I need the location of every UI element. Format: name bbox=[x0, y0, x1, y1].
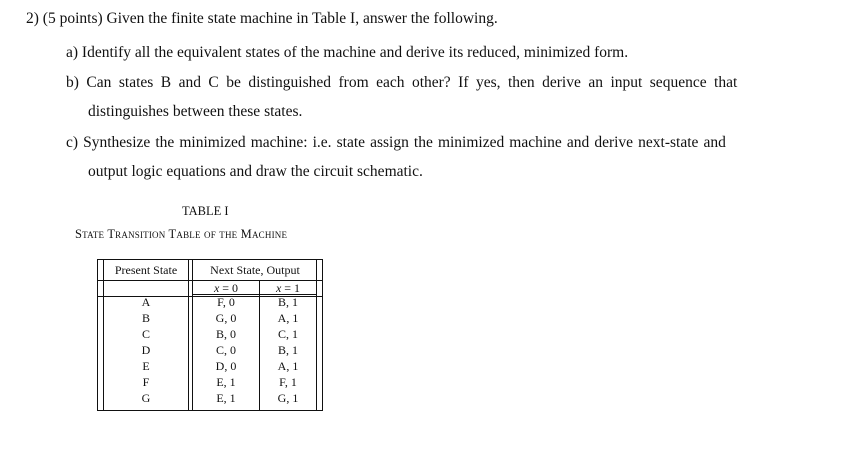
question-heading bbox=[26, 9, 498, 29]
part-b-text-line2: distinguishes between these states. bbox=[88, 103, 303, 120]
question-prompt: Given the finite state machine in Table I, answer the following. bbox=[106, 10, 498, 27]
row-c-x0: B, 0 bbox=[215, 327, 237, 341]
input-variable-zero: x bbox=[213, 281, 220, 295]
row-e-x0: D, 0 bbox=[215, 359, 237, 373]
row-a-x0: F, 0 bbox=[217, 295, 235, 309]
row-b-state: B bbox=[141, 311, 151, 325]
part-b-text-line1: Can states B and C be distinguished from each other? If yes, then derive an input sequence that bbox=[86, 74, 738, 91]
header-input-one bbox=[275, 281, 300, 295]
part-a-text: Identify all the equivalent states of the machine and derive its reduced, minimized form. bbox=[81, 44, 629, 61]
row-e-x1: A, 1 bbox=[277, 359, 299, 373]
row-d-x0: C, 0 bbox=[215, 343, 237, 357]
row-f-state: F bbox=[142, 375, 150, 389]
question-points: (5 points) bbox=[42, 10, 103, 27]
state-transition-table bbox=[97, 259, 323, 411]
question-number: 2) bbox=[26, 10, 39, 27]
part-b-label: b) bbox=[66, 74, 79, 91]
table-caption-title: State Transition Table of the Machine bbox=[75, 227, 288, 241]
input-variable-one: x bbox=[275, 281, 282, 295]
part-c-label: c) bbox=[66, 134, 79, 151]
row-c-x1: C, 1 bbox=[277, 327, 299, 341]
row-g-x0: E, 1 bbox=[216, 391, 236, 405]
row-a-x1: B, 1 bbox=[277, 295, 299, 309]
input-equals-one: = 1 bbox=[284, 281, 301, 295]
row-b-x0: G, 0 bbox=[215, 311, 237, 325]
part-c-text-line1: Synthesize the minimized machine: i.e. state assign the minimized machine and derive next-state and bbox=[83, 134, 726, 151]
row-d-x1: B, 1 bbox=[277, 343, 299, 357]
row-d-state: D bbox=[141, 343, 151, 357]
part-b bbox=[66, 73, 737, 93]
part-a bbox=[66, 43, 628, 63]
row-b-x1: A, 1 bbox=[277, 311, 299, 325]
table-caption-number: TABLE I bbox=[182, 204, 229, 218]
row-f-x0: E, 1 bbox=[216, 375, 236, 389]
row-f-x1: F, 1 bbox=[279, 375, 297, 389]
row-g-x1: G, 1 bbox=[277, 391, 299, 405]
header-input-zero bbox=[213, 281, 238, 295]
part-c-text-line2: output logic equations and draw the circuit schematic. bbox=[88, 163, 423, 180]
row-e-state: E bbox=[142, 359, 150, 373]
row-g-state: G bbox=[141, 391, 151, 405]
row-a-state: A bbox=[141, 295, 151, 309]
header-present-state: Present State bbox=[114, 263, 178, 277]
input-equals-zero: = 0 bbox=[222, 281, 239, 295]
part-c bbox=[66, 133, 726, 153]
part-a-label: a) bbox=[66, 44, 79, 61]
row-c-state: C bbox=[141, 327, 151, 341]
header-next-state-output: Next State, Output bbox=[210, 263, 300, 277]
